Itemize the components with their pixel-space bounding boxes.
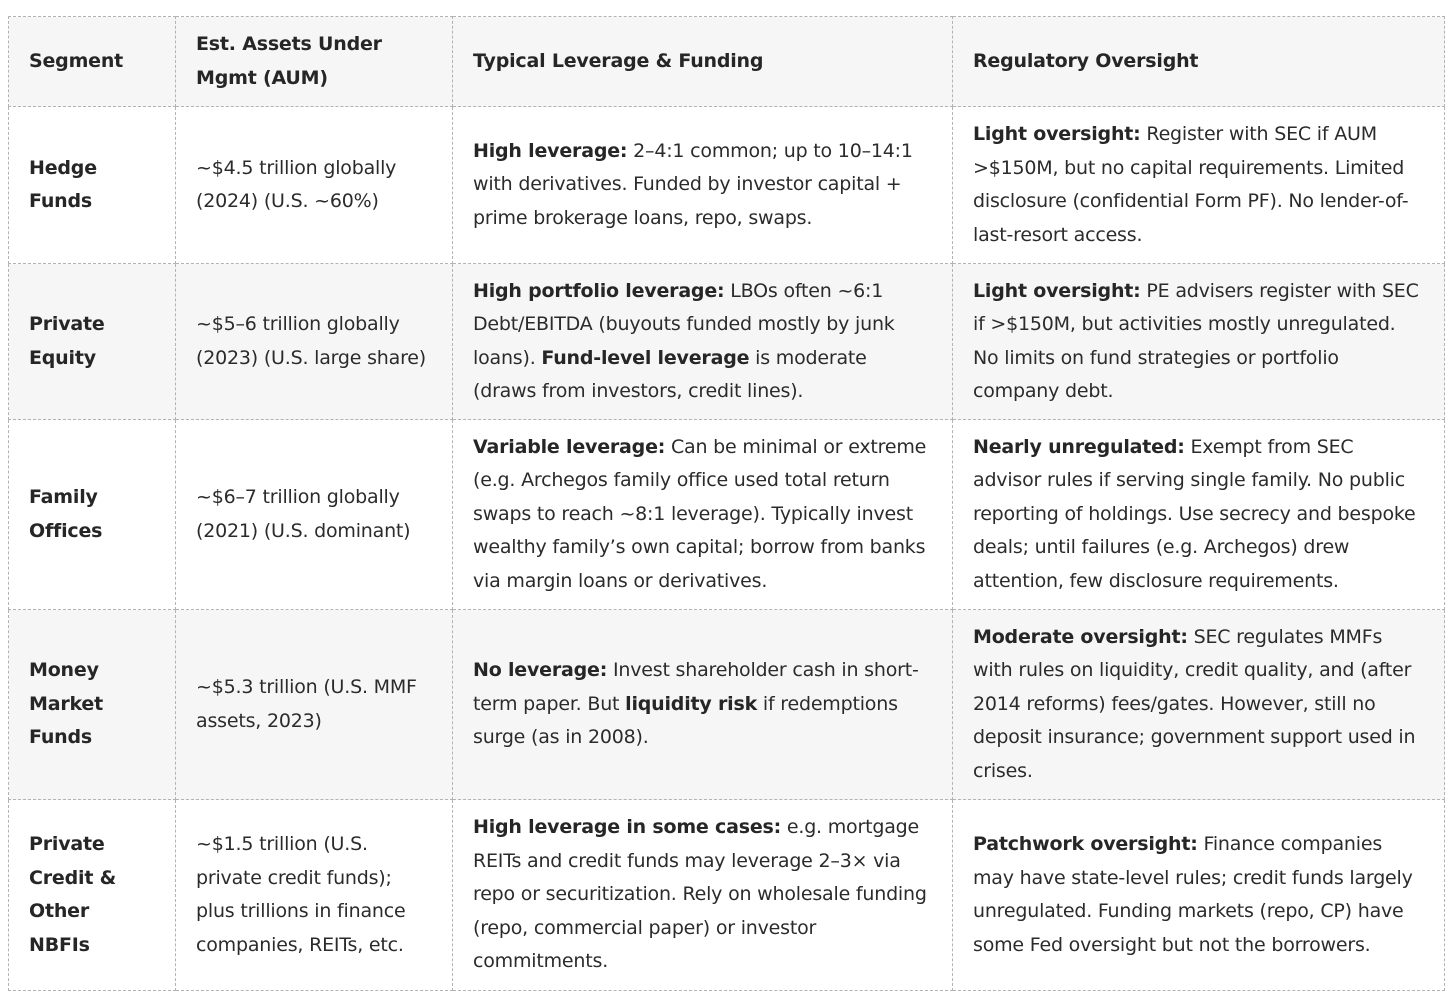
aum-cell: ~$1.5 trillion (U.S. private credit funds); plus trillions in finance companies, REITs, etc. [176,800,453,991]
table-row [9,610,1445,800]
segment-cell: Family Offices [9,420,176,610]
segment-cell: Private Credit & Other NBFIs [9,800,176,991]
oversight-cell [953,610,1445,800]
aum-cell: ~$4.5 trillion globally (2024) (U.S. ~60%) [176,107,453,264]
header-oversight: Regulatory Oversight [953,17,1445,107]
oversight-lead: Patchwork oversight: [973,833,1198,855]
table-row [9,800,1445,991]
leverage-text: Can be minimal or extreme (e.g. Archegos family office used total return swaps to reach ~8:1 leverage). Typically invest wealthy family’s own capital; borrow from banks via margin loans or derivatives. [473,435,927,592]
leverage-text: e.g. mortgage REITs and credit funds may leverage 2–3× via repo or securitization. Rely on wholesale funding (repo, commercial paper) or investor commitments. [473,816,927,973]
leverage-text: LBOs often ~6:1 Debt/EBITDA (buyouts funded mostly by junk loans). [473,279,895,369]
segment-cell: Hedge Funds [9,107,176,264]
leverage-lead-2: liquidity risk [625,692,758,715]
leverage-cell [453,800,953,991]
header-segment: Segment [9,17,176,107]
leverage-text: 2–4:1 common; up to 10–14:1 with derivatives. Funded by investor capital + prime brokerage loans, repo, swaps. [473,139,913,229]
aum-cell: ~$5.3 trillion (U.S. MMF assets, 2023) [176,610,453,800]
header-aum: Est. Assets Under Mgmt (AUM) [176,17,453,107]
table-row [9,264,1445,420]
oversight-lead: Moderate oversight: [973,625,1188,648]
table-header-row [9,17,1445,107]
leverage-lead: High portfolio leverage: [473,279,725,302]
leverage-lead: Variable leverage: [473,435,666,458]
aum-cell: ~$5–6 trillion globally (2023) (U.S. large share) [176,264,453,420]
oversight-cell [953,264,1445,420]
leverage-cell [453,610,953,800]
leverage-lead: High leverage in some cases: [473,816,782,839]
leverage-lead-2: Fund-level leverage [541,346,750,369]
oversight-lead: Light oversight: [973,279,1141,302]
leverage-cell [453,264,953,420]
leverage-text-2: is moderate (draws from investors, credit lines). [473,346,867,402]
oversight-text: SEC regulates MMFs with rules on liquidity, credit quality, and (after 2014 reforms) fees/gates. However, still no deposit insurance; government support used in crises. [973,625,1416,782]
oversight-lead: Light oversight: [973,123,1141,145]
leverage-lead: No leverage: [473,659,608,682]
oversight-cell [953,107,1445,264]
oversight-text: Finance companies may have state-level rules; credit funds largely unregulated. Funding markets (repo, CP) have some Fed oversight but not the borrowers. [973,833,1413,956]
oversight-cell [953,420,1445,610]
leverage-text: Invest shareholder cash in short-term paper. But [473,659,919,715]
nbfi-comparison-table [8,16,1445,991]
aum-cell: ~$6–7 trillion globally (2021) (U.S. dominant) [176,420,453,610]
table-row [9,107,1445,264]
leverage-lead: High leverage: [473,139,628,162]
leverage-cell [453,420,953,610]
leverage-text-2: if redemptions surge (as in 2008). [473,692,898,749]
oversight-lead: Nearly unregulated: [973,435,1185,458]
oversight-text: Exempt from SEC advisor rules if serving single family. No public reporting of holdings. Use secrecy and bespoke deals; until failures (e.g. Archegos) drew attention, few disclosure requirements. [973,435,1416,592]
header-leverage: Typical Leverage & Funding [453,17,953,107]
oversight-text: PE advisers register with SEC if >$150M, but activities mostly unregulated. No limits on fund strategies or portfolio company debt. [973,279,1419,402]
oversight-cell [953,800,1445,991]
segment-cell: Private Equity [9,264,176,420]
oversight-text: Register with SEC if AUM >$150M, but no capital requirements. Limited disclosure (confidential Form PF). No lender-of-last-resort access. [973,123,1409,246]
leverage-cell [453,107,953,264]
table-row [9,420,1445,610]
segment-cell: Money Market Funds [9,610,176,800]
